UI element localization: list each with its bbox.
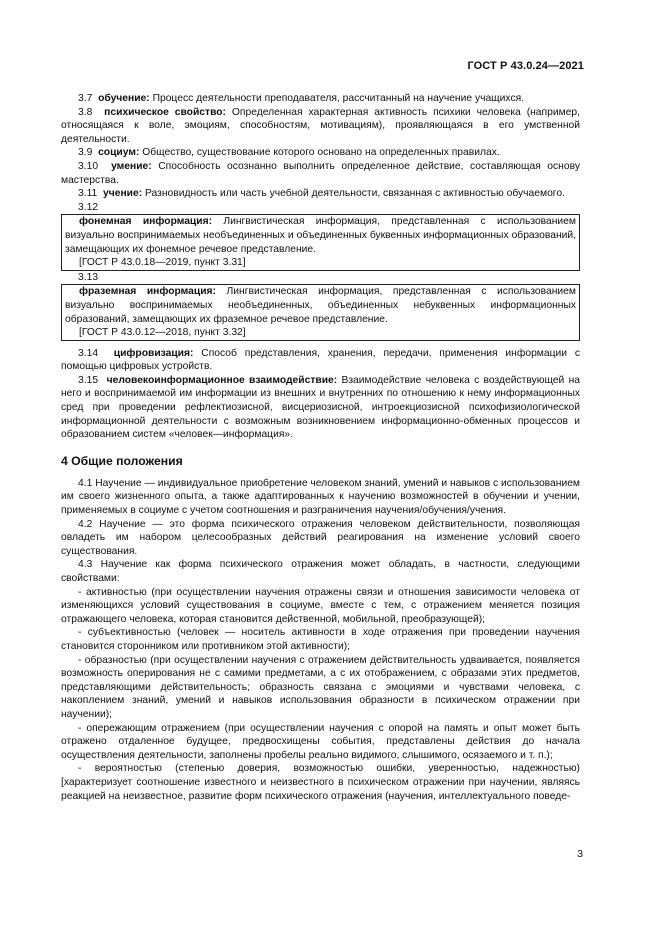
- clause-number-3-12: 3.12: [78, 201, 99, 213]
- list-item: - субъективностью (человек — носитель активности в ходе отражения при проведении научения становится сторонником или противником этой активности);: [61, 627, 580, 652]
- source-reference: [ГОСТ Р 43.0.12—2018, пункт 3.32]: [79, 327, 246, 339]
- definition-text: Определенная характерная активность психики человека (например, относящаяся к воле, эмоциям, способностям, мотивациям), проявляющаяся в его умственной деятельности.: [61, 106, 580, 145]
- definition-text: Разновидность или часть учебной деятельности, связанная с активностью обучаемого.: [142, 188, 565, 200]
- document-header: ГОСТ Р 43.0.24—2021: [467, 60, 584, 72]
- term: учение:: [103, 188, 143, 200]
- definition-3-9: [61, 146, 580, 160]
- clause-number: 3.11: [78, 188, 98, 200]
- term: социум:: [98, 147, 140, 159]
- section-heading: 4 Общие положения: [61, 453, 183, 468]
- definition-3-11: [61, 187, 580, 201]
- paragraph-4-3: 4.3 Научение как форма психического отражения может обладать, в частности, следующими свойствами:: [61, 559, 580, 584]
- definition-3-15: [61, 374, 580, 442]
- clause-number: 3.9: [78, 147, 93, 159]
- definition-text: Процесс деятельности преподавателя, рассчитанный на научение учащихся.: [149, 93, 525, 104]
- source-reference: [ГОСТ Р 43.0.18—2019, пункт 3.31]: [79, 257, 246, 269]
- paragraph-4-1: 4.1 Научение — индивидуальное приобретение человеком знаний, умений и навыков с использованием им своего жизненного опыта, а также адаптированных к научению возможностей в обучении и учении, применяемых в социуме с учетом соотношения и разграничения научения/обучения/учения.: [61, 477, 580, 517]
- term: фраземная информация:: [79, 286, 216, 298]
- definition-text: Взаимодействие человека с воздействующей на него и воспринимаемой им информации из внешних и внутренних по отношению к нему информационных сред при проведении рефлектиозисной, висцериозисной, интроекциозисной психофизиологической информационной деятельности с возможным возникновением информационно-обменных процессов и образованием систем «человек—информация».: [61, 374, 580, 441]
- referenced-definition-box: [61, 284, 580, 340]
- term: цифровизация:: [113, 347, 194, 359]
- definition-text: Общество, существование которого основано на определенных правилах.: [139, 147, 500, 159]
- clause-number: 3.8: [78, 106, 93, 118]
- clause-number: 3.10: [78, 160, 99, 172]
- definition-3-12: [65, 215, 576, 256]
- definition-text: Лингвистическая информация, представленная с использованием визуально воспринимаемых необъединенных и объединенных буквенных информационных образований, замещающих их фонемное речевое представление.: [65, 216, 576, 255]
- document-body: [61, 92, 580, 803]
- definition-3-10: [61, 160, 580, 187]
- term: человекоинформационное взаимодействие:: [106, 374, 338, 386]
- clause-number-3-13: 3.13: [78, 271, 99, 283]
- clause-number: 3.14: [78, 347, 99, 359]
- definition-3-13: [65, 285, 576, 326]
- paragraph-4-2: 4.2 Научение — это форма психического отражения человеком действительности, позволяющая овладеть им набором целесообразных действий реагирования на изменение условий своего существования.: [61, 518, 580, 557]
- term: умение:: [111, 160, 152, 172]
- definition-3-14: [61, 347, 580, 374]
- definition-3-8: [61, 106, 580, 147]
- definition-text: Лингвистическая информация, представленная с использованием визуально воспринимаемых необъединенных, объединенных небуквенных информационных образований, замещающих их фраземное речевое представление.: [65, 286, 576, 325]
- list-item: - опережающим отражением (при осуществлении научения с опорой на память и опыт может быть отражено отдаленное будущее, предвосхищены события, представлены действия до начала осуществления деятельности, заполнены пробелы реально видимого, слышимого, осязаемого и т. п.);: [61, 722, 580, 761]
- referenced-definition-box: [61, 214, 580, 270]
- term: фонемная информация:: [79, 216, 213, 228]
- list-item: - вероятностью (степенью доверия, возможностью ошибки, уверенностью, надежностью) [характеризует соотношение известного и неизвестного в психическом отражении при научении, являясь реакцией на неизвестное, развитие форм психического отражения (научения, интеллектуального поведе-: [61, 763, 580, 802]
- definition-3-7: [61, 92, 580, 106]
- page-number: 3: [577, 848, 583, 860]
- list-item: - образностью (при осуществлении научения с отражением действительность удваивается, появляется возможность оперирования не с самими предметами, а с их отображением, с образами этих предметов, представляющими действительность; образность связана с эмоциями и чувствами человека, с накоплением знаний, умений и навыков использования образности в психическом отражении при научении);: [61, 654, 580, 720]
- term: психическое свойство:: [104, 106, 226, 118]
- list-item: - активностью (при осуществлении научения отражены связи и отношения зависимости человека от изменяющихся условий существования в социуме, вместе с тем, с отражением меняется позиция отражающего человека, которая становится действенной, мобильной, преобразующей);: [61, 586, 580, 625]
- term: обучение:: [98, 93, 150, 104]
- clause-number: 3.15: [78, 374, 99, 386]
- clause-number: 3.7: [78, 93, 93, 104]
- definition-text: Способность осознанно выполнить определенное действие, составляющая основу мастерства.: [61, 160, 580, 186]
- definition-text: Способ представления, хранения, передачи, применения информации с помощью цифровых устройств.: [61, 347, 580, 373]
